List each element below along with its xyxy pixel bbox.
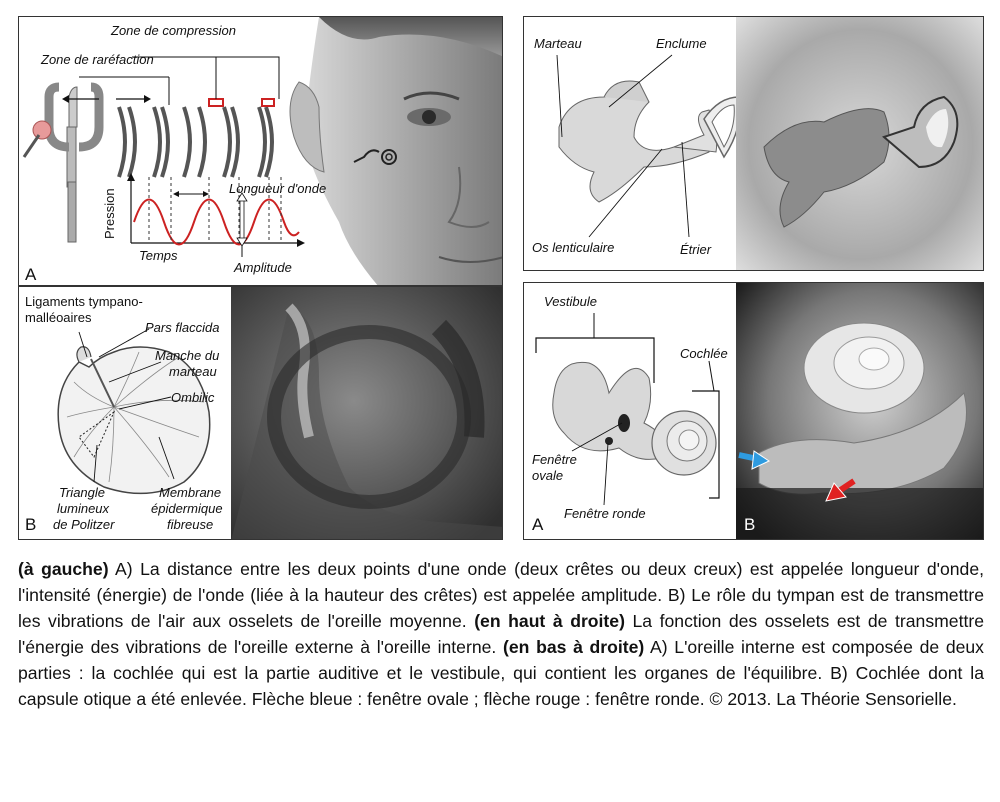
label-pressure: Pression	[102, 188, 117, 239]
label-amplitude: Amplitude	[234, 260, 292, 275]
caption-top-right-heading: (en haut à droite)	[474, 611, 625, 631]
label-cochlee: Cochlée	[680, 346, 728, 361]
caption-bottom-right-heading: (en bas à droite)	[502, 637, 645, 657]
label-pars-flaccida: Pars flaccida	[145, 320, 220, 335]
label-triangle-1: Triangle	[59, 485, 106, 500]
label-membrane-1: Membrane	[159, 485, 222, 500]
label-wavelength: Longueur d'onde	[229, 181, 327, 196]
face-image	[304, 17, 503, 286]
label-compression: Zone de compression	[111, 23, 237, 38]
tuning-fork	[67, 127, 76, 187]
caption-bottom-right-text: A) L'oreille interne est composée de deux parties : la cochlée qui est la partie auditive et le vestibule, qui contient les organes de l'équilibre. B) Cochlée dont la capsule otique a été enlevée. Flèche bleue : fenêtre ovale ; flèche rouge : fenêtre ronde. © 2013. La Théorie Sensorielle.	[18, 637, 984, 709]
mallet	[33, 121, 51, 139]
label-membrane-3: fibreuse	[167, 517, 214, 532]
label-ombilic: Ombilic	[171, 390, 215, 405]
label-membrane-2: épidermique	[151, 501, 223, 516]
pressure-wave	[134, 200, 299, 245]
panel-letter-b: B	[25, 515, 37, 534]
panel-ossicles	[523, 16, 984, 271]
wave-fronts	[119, 107, 272, 177]
label-manche-1: Manche du	[155, 348, 220, 363]
label-triangle-3: de Politzer	[53, 517, 115, 532]
label-ligaments-2: malléoaires	[25, 310, 92, 325]
label-manche-2: marteau	[169, 364, 217, 379]
panel-letter-a-inner: A	[532, 515, 544, 534]
panel-letter-a: A	[25, 265, 37, 284]
caption-top-right-text: La fonction des osselets est de transmettre l'énergie des vibrations de l'oreille externe à l'oreille interne.	[18, 611, 984, 657]
caption-left-text: A) La distance entre les deux points d'une onde (deux crêtes ou deux creux) est appelée longueur d'onde, l'intensité (énergie) de l'onde (liée à la hauteur des crêtes) est appelée amplitude. B) Le rôle du tympan est de transmettre les vibrations de l'air aux osselets de l'oreille moyenne.	[18, 559, 984, 631]
label-time: Temps	[139, 248, 178, 263]
label-enclume: Enclume	[656, 36, 707, 51]
figure-caption	[18, 556, 984, 712]
label-marteau: Marteau	[534, 36, 582, 51]
label-ligaments-1: Ligaments tympano-	[25, 294, 143, 309]
label-etrier: Étrier	[680, 242, 712, 257]
panel-sound-wave	[18, 16, 503, 286]
label-rarefaction: Zone de raréfaction	[41, 52, 154, 67]
label-fenetre-ronde: Fenêtre ronde	[564, 506, 646, 521]
label-fenetre-ovale-1: Fenêtre	[532, 452, 577, 467]
label-triangle-2: lumineux	[57, 501, 110, 516]
label-os-lenticulaire: Os lenticulaire	[532, 240, 615, 255]
inner-ear-illustration	[524, 283, 984, 540]
caption-left-heading: (à gauche)	[18, 559, 109, 579]
panel-inner-ear	[523, 282, 984, 540]
panel-letter-b-inner: B	[744, 515, 756, 534]
ossicles-illustration	[524, 17, 984, 271]
panel-tympanic-membrane	[18, 286, 503, 540]
label-fenetre-ovale-2: ovale	[532, 468, 564, 483]
label-vestibule: Vestibule	[544, 294, 597, 309]
